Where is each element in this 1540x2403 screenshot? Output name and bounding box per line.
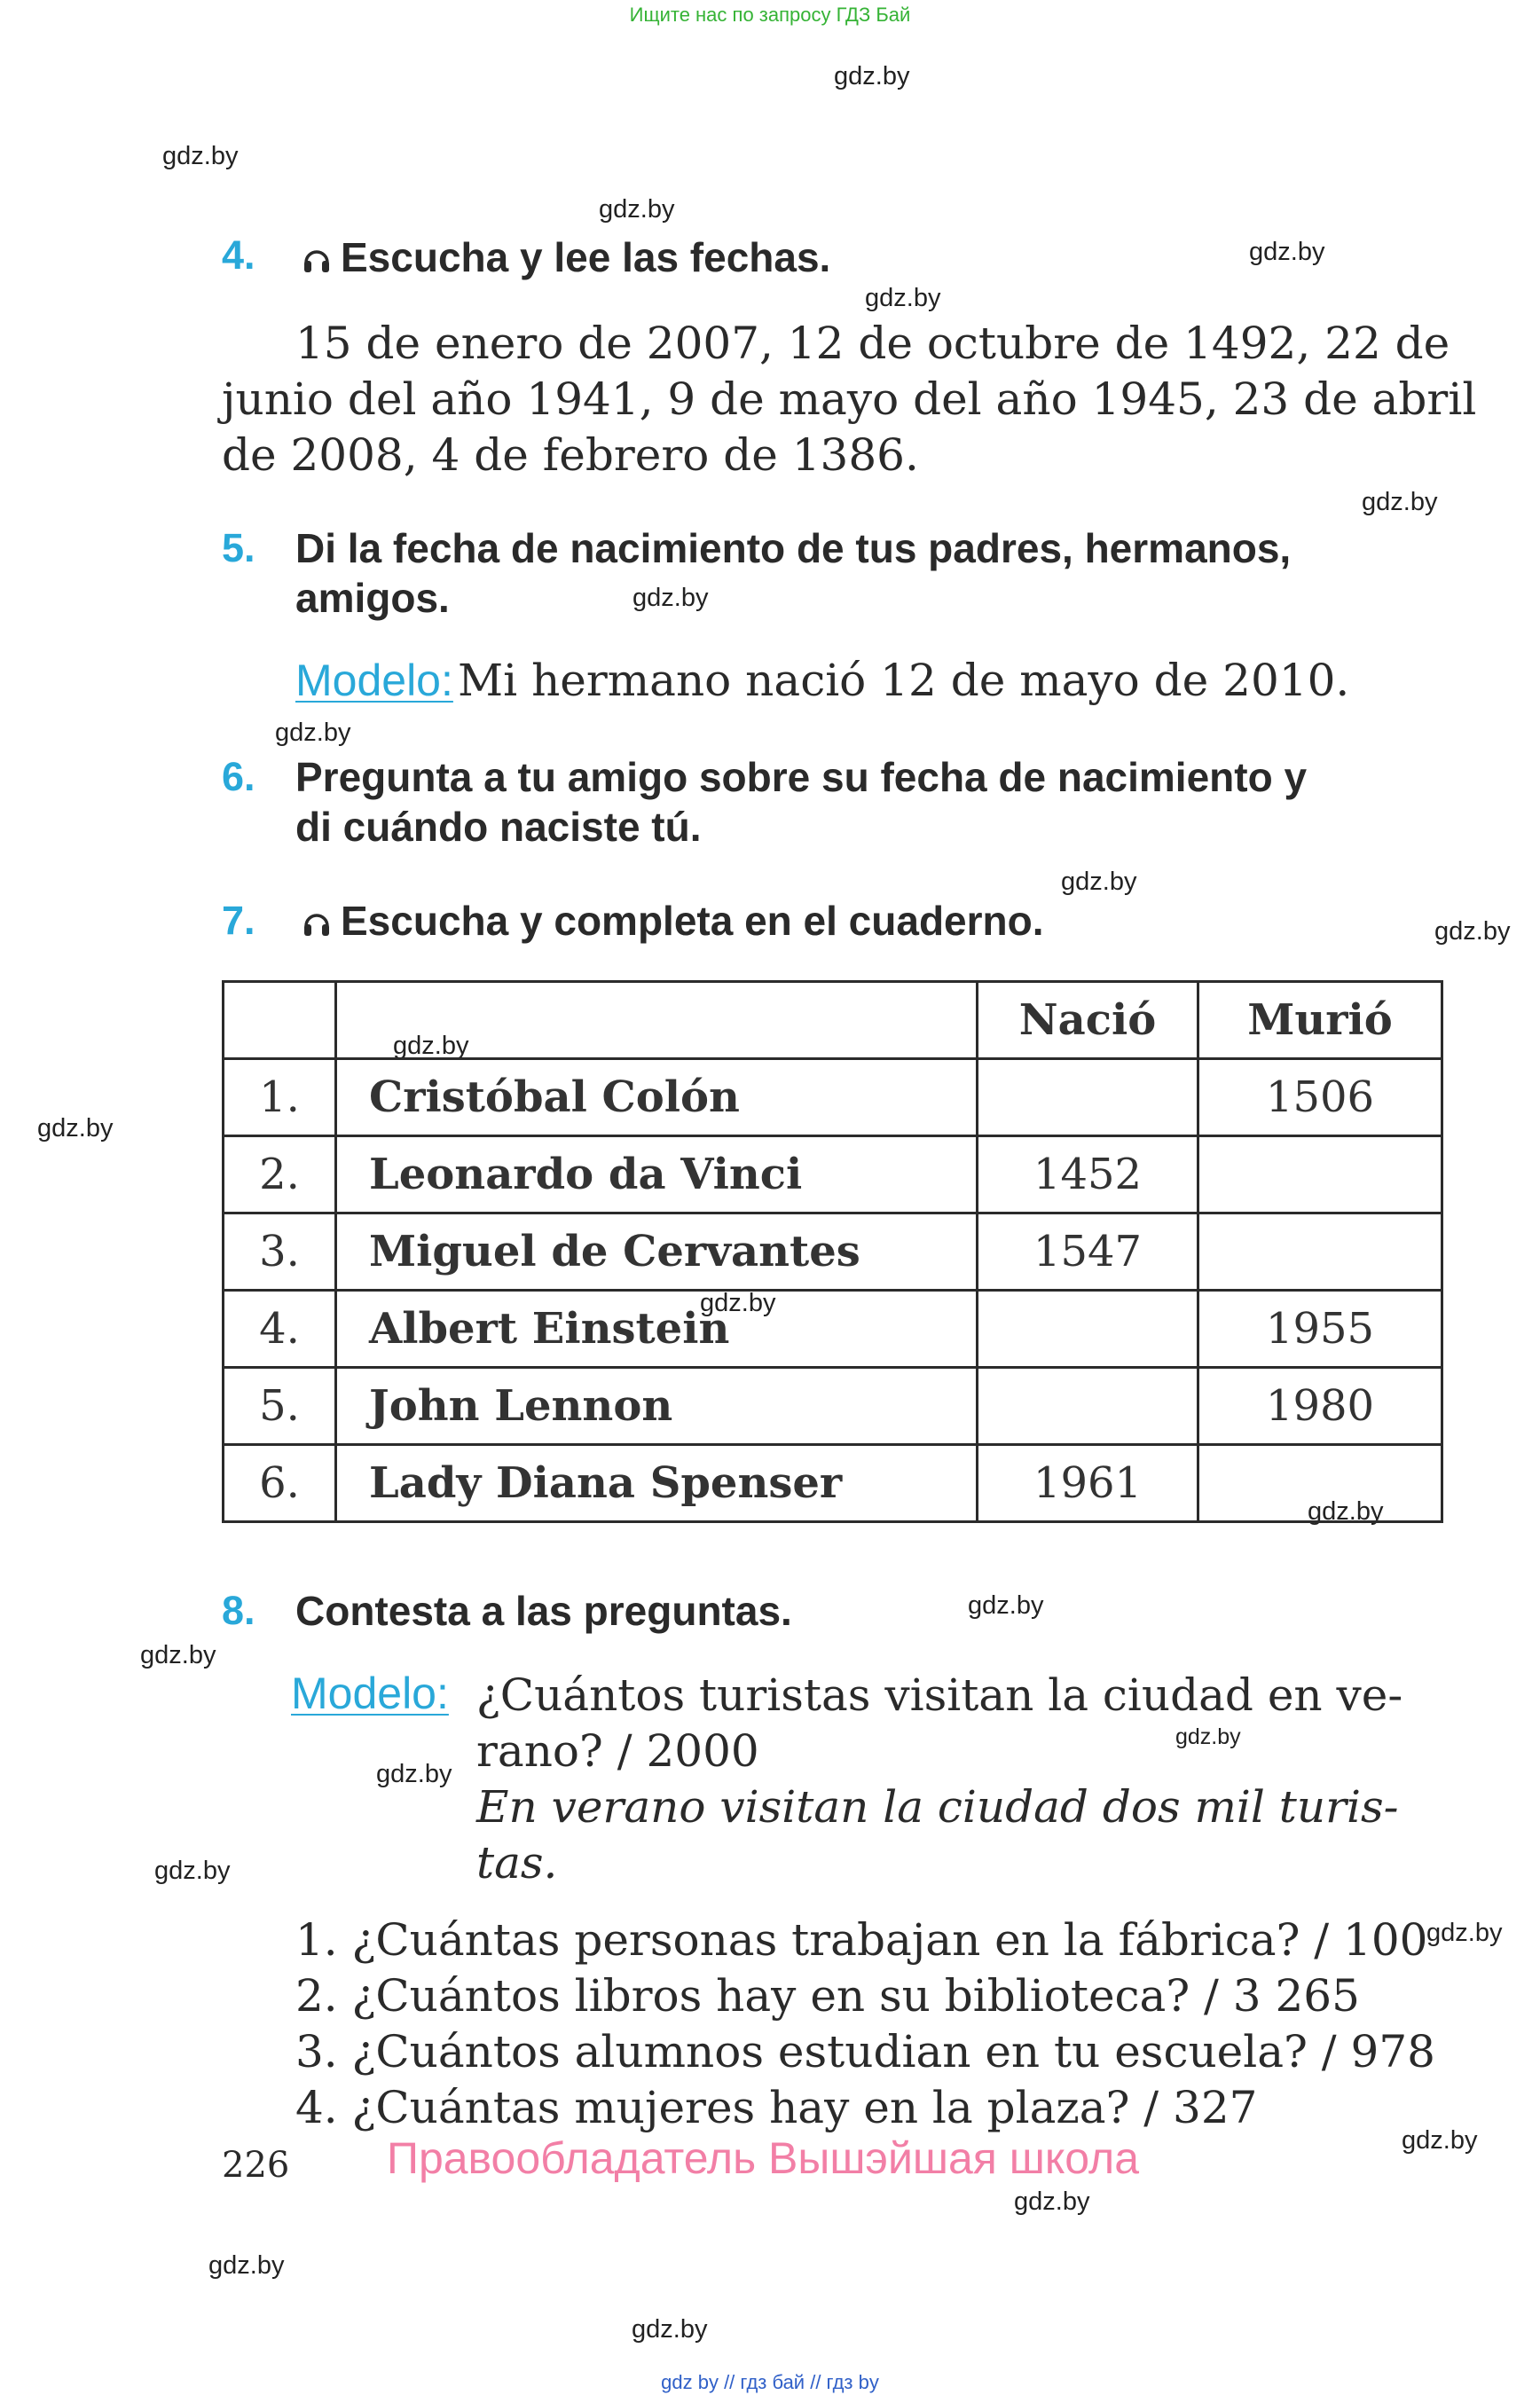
exercise-7-title: Escucha y completa en el cuaderno.: [341, 898, 1044, 944]
question-item: 2. ¿Cuántos libros hay en su biblioteca? / 3 265: [295, 1970, 1360, 2022]
exercise-7-heading: [302, 896, 1044, 949]
watermark: gdz.by: [376, 1760, 452, 1788]
row-name: Miguel de Cervantes: [336, 1213, 978, 1291]
row-born: [978, 1368, 1198, 1445]
watermark: gdz.by: [1249, 238, 1325, 266]
table-row: [224, 1291, 1442, 1368]
modelo-answer-line: En verano visitan la ciudad dos mil turis-: [476, 1781, 1399, 1833]
row-died: [1198, 1213, 1442, 1291]
exercise-4-line: de 2008, 4 de febrero de 1386.: [222, 429, 919, 481]
row-born: 1547: [978, 1213, 1198, 1291]
exercise-5-instruction: amigos.: [295, 575, 450, 621]
modelo-answer-line: tas.: [476, 1837, 558, 1889]
watermark: gdz.by: [140, 1641, 216, 1669]
watermark: gdz.by: [632, 584, 709, 612]
exercise-5-model: [295, 655, 1349, 706]
row-number: 3.: [224, 1213, 336, 1291]
watermark: gdz.by: [162, 142, 239, 170]
watermark: gdz.by: [1362, 488, 1438, 516]
modelo-label[interactable]: Modelo:: [291, 1669, 449, 1718]
watermark: gdz.by: [632, 2315, 708, 2344]
table-header-cell: [336, 982, 978, 1059]
row-died: [1198, 1136, 1442, 1213]
exercise-5-number: 5.: [222, 525, 255, 570]
watermark: gdz.by: [208, 2251, 285, 2280]
exercise-8-title: Contesta a las preguntas.: [295, 1588, 792, 1634]
dates-table: [222, 980, 1443, 1523]
row-died: 1980: [1198, 1368, 1442, 1445]
watermark: gdz.by: [599, 195, 675, 224]
copyright-notice: Правообладатель Вышэйшая школа: [387, 2133, 1139, 2183]
modelo-question-line: rano? / 2000: [476, 1725, 759, 1777]
exercise-4-line: junio del año 1941, 9 de mayo del año 1945, 23 de abril: [222, 373, 1477, 425]
row-born: [978, 1291, 1198, 1368]
table-header-born: Nació: [978, 982, 1198, 1059]
row-born: 1961: [978, 1445, 1198, 1522]
table-row: [224, 1059, 1442, 1136]
row-number: 6.: [224, 1445, 336, 1522]
exercise-6-instruction: di cuándo naciste tú.: [295, 804, 702, 850]
watermark: gdz.by: [393, 1032, 469, 1060]
row-name: John Lennon: [336, 1368, 978, 1445]
top-banner[interactable]: Ищите нас по запросу ГДЗ Бай: [629, 4, 911, 26]
table-row: [224, 1445, 1442, 1522]
row-born: [978, 1059, 1198, 1136]
question-item: 1. ¿Cuántas personas trabajan en la fábrica? / 100: [295, 1914, 1428, 1966]
exercise-8-number: 8.: [222, 1588, 255, 1633]
question-item: 3. ¿Cuántos alumnos estudian en tu escuela? / 978: [295, 2026, 1435, 2077]
bottom-links-bar[interactable]: gdz by // гдз бай // гдз by: [661, 2371, 879, 2393]
watermark: gdz.by: [154, 1857, 231, 1885]
table-header-died: Murió: [1198, 982, 1442, 1059]
row-number: 2.: [224, 1136, 336, 1213]
exercise-4-line: 15 de enero de 2007, 12 de octubre de 1492, 22 de: [295, 318, 1450, 369]
watermark: gdz.by: [1014, 2187, 1090, 2216]
exercise-5-instruction: Di la fecha de nacimiento de tus padres, hermanos,: [295, 525, 1292, 571]
table-row: [224, 1368, 1442, 1445]
table-row: [224, 1213, 1442, 1291]
watermark: gdz.by: [700, 1289, 776, 1317]
watermark: gdz.by: [834, 62, 910, 90]
watermark: gdz.by: [1175, 1724, 1241, 1749]
watermark: gdz.by: [1308, 1497, 1384, 1526]
watermark: gdz.by: [1426, 1919, 1503, 1947]
headphones-icon[interactable]: [302, 899, 332, 949]
watermark: gdz.by: [1061, 868, 1137, 896]
exercise-6-number: 6.: [222, 754, 255, 799]
row-name: Cristóbal Colón: [336, 1059, 978, 1136]
modelo-label[interactable]: Modelo:: [295, 656, 453, 705]
headphones-icon[interactable]: [302, 236, 332, 286]
row-number: 4.: [224, 1291, 336, 1368]
table-header-cell: [224, 982, 336, 1059]
page-number: 226: [222, 2145, 290, 2186]
row-born: 1452: [978, 1136, 1198, 1213]
modelo-text: Mi hermano nació 12 de mayo de 2010.: [457, 655, 1350, 706]
row-name: Lady Diana Spenser: [336, 1445, 978, 1522]
watermark: gdz.by: [1402, 2126, 1478, 2155]
row-died: [1198, 1445, 1442, 1522]
exercise-4-title: Escucha y lee las fechas.: [341, 234, 831, 280]
question-item: 4. ¿Cuántas mujeres hay en la plaza? / 327: [295, 2082, 1258, 2133]
row-name: Leonardo da Vinci: [336, 1136, 978, 1213]
exercise-7-number: 7.: [222, 898, 255, 943]
exercise-4-heading: [302, 232, 830, 286]
exercise-6-instruction: Pregunta a tu amigo sobre su fecha de nacimiento y: [295, 754, 1308, 800]
table-header-row: [224, 982, 1442, 1059]
table-row: [224, 1136, 1442, 1213]
watermark: gdz.by: [1434, 917, 1511, 946]
exercise-4-number: 4.: [222, 232, 255, 278]
watermark: gdz.by: [968, 1591, 1044, 1620]
watermark: gdz.by: [37, 1114, 114, 1143]
row-died: 1955: [1198, 1291, 1442, 1368]
watermark: gdz.by: [275, 719, 351, 747]
row-name: Albert Einstein: [336, 1291, 978, 1368]
row-number: 5.: [224, 1368, 336, 1445]
row-died: 1506: [1198, 1059, 1442, 1136]
watermark: gdz.by: [865, 284, 941, 312]
modelo-question-line: ¿Cuántos turistas visitan la ciudad en ve-: [476, 1669, 1403, 1721]
row-number: 1.: [224, 1059, 336, 1136]
